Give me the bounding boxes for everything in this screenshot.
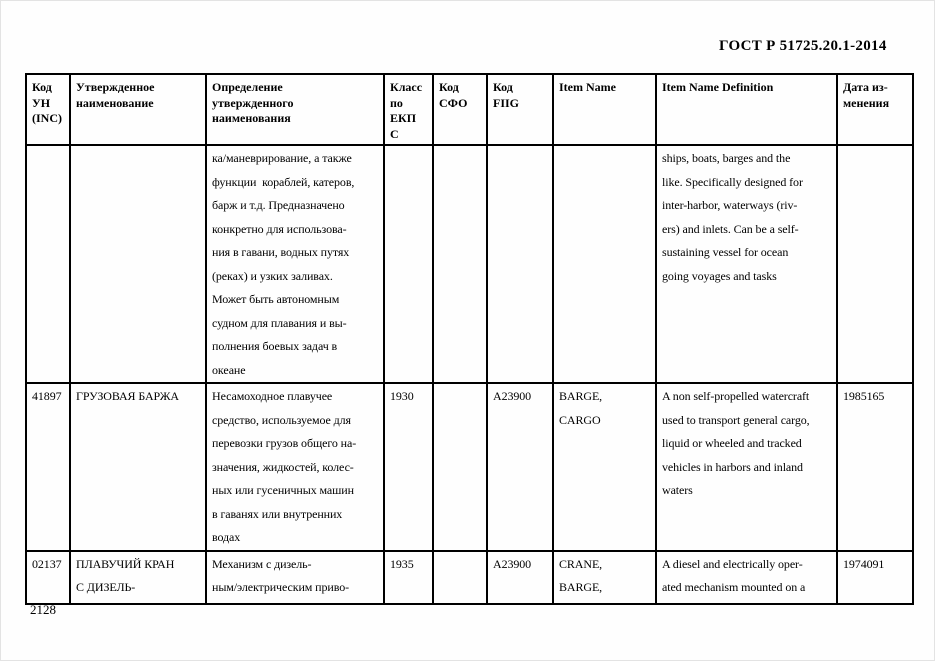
cell-item-name-definition: A diesel and electrically oper- ated mechanism mounted on a (656, 551, 837, 604)
header-row (26, 74, 913, 145)
cell-sfo-code (433, 383, 487, 551)
table-body (26, 145, 913, 604)
cell-fiig-code: A23900 (487, 383, 553, 551)
cell-fiig-code: A23900 (487, 551, 553, 604)
table-row (26, 145, 913, 383)
table-header (26, 74, 913, 145)
cell-item-name: BARGE, CARGO (553, 383, 656, 551)
cell-fiig-code (487, 145, 553, 383)
table-row (26, 383, 913, 551)
col-header-fiig-code: Код FIIG (487, 74, 553, 145)
cell-item-name (553, 145, 656, 383)
col-header-sfo-code: Код СФО (433, 74, 487, 145)
cell-definition-ru: Механизм с дизель- ным/электрическим приво- (206, 551, 384, 604)
cell-sfo-code (433, 551, 487, 604)
cell-ekps-class (384, 145, 433, 383)
cell-ekps-class: 1930 (384, 383, 433, 551)
cell-item-name-definition: ships, boats, barges and the like. Specifically designed for inter-harbor, waterways (riv- ers) and inlets. Can be a self- sustaining vessel for ocean going voyages and tasks (656, 145, 837, 383)
cell-approved-name (70, 145, 206, 383)
col-header-definition-ru: Определение утвержденного наименования (206, 74, 384, 145)
cell-change-date: 1985165 (837, 383, 913, 551)
cell-change-date (837, 145, 913, 383)
cell-change-date: 1974091 (837, 551, 913, 604)
col-header-change-date: Дата из- менения (837, 74, 913, 145)
cell-inc-code (26, 145, 70, 383)
cell-approved-name: ПЛАВУЧИЙ КРАН С ДИЗЕЛЬ- (70, 551, 206, 604)
page-number: 2128 (30, 602, 56, 617)
doc-title: ГОСТ Р 51725.20.1-2014 (719, 38, 887, 54)
cell-sfo-code (433, 145, 487, 383)
col-header-item-name-definition: Item Name Definition (656, 74, 837, 145)
col-header-ekps-class: Класс по ЕКП С (384, 74, 433, 145)
cell-inc-code: 41897 (26, 383, 70, 551)
items-table (25, 73, 914, 605)
cell-item-name-definition: A non self-propelled watercraft used to transport general cargo, liquid or wheeled and tracked vehicles in harbors and inland waters (656, 383, 837, 551)
cell-definition-ru: Несамоходное плавучее средство, используемое для перевозки грузов общего на- значения, жидкостей, колес- ных или гусеничных машин в гаванях или внутренних водах (206, 383, 384, 551)
cell-ekps-class: 1935 (384, 551, 433, 604)
cell-inc-code: 02137 (26, 551, 70, 604)
col-header-approved-name: Утвержденное наименование (70, 74, 206, 145)
cell-definition-ru: ка/маневрирование, а также функции кораблей, катеров, барж и т.д. Предназначено конкретно для использова- ния в гавани, водных путях (реках) и узких заливах. Может быть автономным судном для плавания и вы- полнения боевых задач в океане (206, 145, 384, 383)
cell-approved-name: ГРУЗОВАЯ БАРЖА (70, 383, 206, 551)
col-header-item-name: Item Name (553, 74, 656, 145)
cell-item-name: CRANE, BARGE, (553, 551, 656, 604)
table-row (26, 551, 913, 604)
col-header-inc-code: Код УН (INC) (26, 74, 70, 145)
